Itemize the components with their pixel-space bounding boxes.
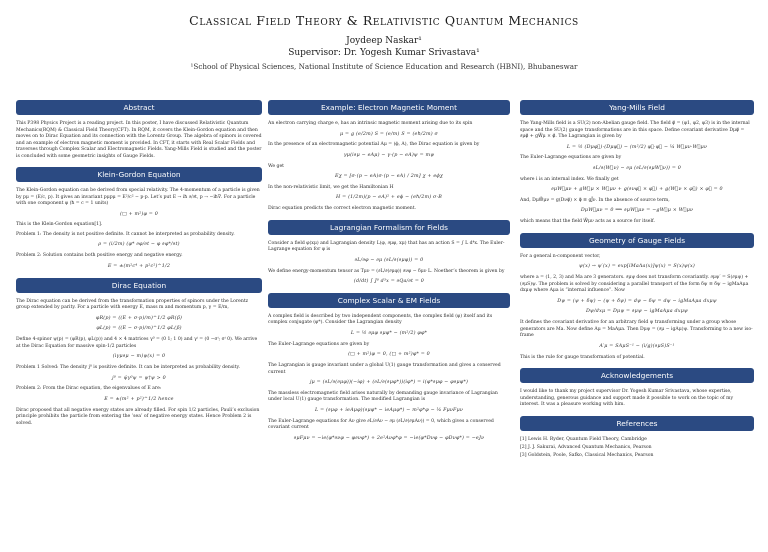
references-heading: References [520,416,754,431]
reference-item: [2] J. J. Sakurai, Advanced Quantum Mechanics, Pearson [520,444,652,450]
author-name: Joydeep Naskar¹ [346,36,422,46]
geometry-text-3: It defines the covariant derivative for an arbitrary field ψ transforming under a group whose generators are Ma. Now define Aμ = MaAμa. Then Dμψ = (∂μ − igAμ)ψ. Transforming to a new iso-frame [520,320,753,339]
dirac-density-equation: j⁰ = ψ̄γ⁰ψ = ψ†ψ > 0 [112,375,166,381]
complex-text-2: The Euler-Lagrange equations are given by [268,341,370,347]
kg-density-equation: ρ = (i/2m) (φ* ∂φ/∂t − φ ∂φ*/∂t) [98,242,180,248]
magnetic-text-5: Dirac equation predicts the correct electron magnetic moment. [268,206,417,212]
yang-mills-text-4: And, DμW⃗μν = g(Dνφ⃗) × φ⃗ ≡ gJ⃗ν. In the absence of source term, [520,197,670,203]
yang-mills-text-5: which means that the field W⃗μν acts as a source for itself. [520,219,655,225]
energy-chi-equation: Eχ = [σ·(p − eA)σ·(p − eA) / 2m] χ + eϕχ [335,174,443,180]
reference-item: [3] Goldstein, Poole, Safko, Classical Mechanics, Pearson [520,452,654,458]
klein-gordon-section [16,167,262,270]
acknowledgements-text: I would like to thank my project supervisor Dr. Yogesh Kumar Srivastava, whose expertise, understanding, generous guidance and support made it possible to work on the topic of my interest. It was a pleasure working with him. [520,389,734,408]
poster-header [0,0,768,78]
lagrangian-text-2: We define energy-momentum tensor as Tμν = (∂L/∂(∂μφ)) ∂νφ − δμν L. Noether’s theorem is given by [268,268,505,274]
dirac-energy-equation: E = ±(m² + p²)^1/2 hence [104,396,174,402]
yang-mills-lagrangian: L = ½ (Dμφ⃗)·(Dμφ⃗) − (m²/2) φ⃗·φ⃗ − ¼ W⃗μν·W⃗μν [566,144,708,150]
kg-energy-equation: E = ±(m²c⁴ + p²c²)^1/2 [107,263,171,269]
yang-mills-euler-lagrange: ∂L/∂(W⃗ν) − ∂μ (∂L/∂(∂μW⃗ν)) = 0 [592,165,682,171]
complex-text-5: The Euler-Lagrange equations for Aν give ∂L/∂Aν − ∂μ (∂L/∂(∂μAν)) = 0, which gives a conserved covariant current [268,418,494,431]
acknowledgements-section [520,368,754,409]
geometry-text-1: For a general n-component vector, [520,253,601,259]
affiliation: ¹School of Physical Sciences, National Institute of Science Education and Research (HBNI), Bhubaneswar [190,62,578,71]
column-left [16,100,262,434]
complex-scalar-section [268,293,510,443]
complex-kg-equations: (□ + m²)φ = 0, (□ + m²)φ* = 0 [348,352,430,358]
dirac-heading: Dirac Equation [16,278,262,293]
conserved-current-equation: jμ = (∂L/∂(∂μφ))(−iφ) + (∂L/∂(∂μφ*))(iφ*) = i(φ*∂μφ − φ∂μφ*) [309,380,469,386]
noether-equation: (d/dt) ∫ J⁰ d³x = ∂Qa/∂t = 0 [353,279,425,285]
magnetic-moment-section [268,100,510,213]
yang-mills-field-equation: ∂μW⃗μν + gW⃗μ × W⃗μν + g(∂νφ⃗ × φ⃗) + g(W⃗ν × φ⃗) × φ⃗ = 0 [551,187,723,193]
geometry-text-2: where a = (1, 2, 3) and Ma are 3 generators. ∂μψ does not transform covariantly. ∂μψ′ = S(∂μψ) + (∂μS)ψ. The problem is solved by considering a parallel transport of the form δψ ≡ δψ − igMaAμa dxμψ where Aμa is “internal influence”. Now [520,275,749,294]
gauge-geometry-heading: Geometry of Gauge Fields [520,233,754,248]
kg-text-1: The Klein-Gordon equation can be derived from special relativity. The 4-momentum of a particle is given by pμ = (E/c, p). It gives an invariant pμpμ = E²/c² − p·p. Let’s put E → iħ ∂/∂t, p → −iħ∇. For a particle with one component φ (ħ = c = 1 units) [16,188,260,207]
klein-gordon-heading: Klein-Gordon Equation [16,167,262,182]
complex-text-1: A complex field is described by two independent components, the complex field (φ) itself and its complex conjugate (φ*). Consider the Lagrangian density [268,313,493,326]
kg-equation: (□ + m²)φ = 0 [120,211,158,217]
yang-mills-section [520,100,754,226]
complex-text-3: The Lagrangian is gauge invariant under a global U(1) gauge transformation and gives a conserved current [268,363,501,375]
complex-scalar-heading: Complex Scalar & EM Fields [268,293,510,308]
lagrangian-text-1: Consider a field φ(xμ) and Lagrangian density L(φ, ∂μφ, xμ) that has an action S = ∫ L d⁴x. The Euler-Lagrange equation for φ is [268,240,505,253]
dirac-section [16,278,262,428]
dirac-text-4: Problem 2: From the Dirac equation, the eigenvalues of E are: [16,386,162,392]
poster-title: Classical Field Theory & Relativistic Quantum Mechanics [189,13,579,28]
kg-text-2: This is the Klein-Gordon equation[1]. [16,222,103,228]
supervisor-name: Supervisor: Dr. Yogesh Kumar Srivastava¹ [288,48,480,58]
acknowledgements-heading: Acknowledgements [520,368,754,383]
abstract-section [16,100,262,160]
hamiltonian-equation: H = (1/2m)(p − eA)² + eϕ − (eħ/2m) σ·B [336,195,442,201]
dirac-equation: (iγμ∂μ − m)ψ(x) = 0 [112,354,166,360]
gauge-transform-equation: ψ(x) → ψ′(x) = exp[iMaΛa(x)]ψ(x) = S(x)ψ(x) [579,264,695,270]
yang-mills-text-1: The Yang-Mills field is a SU(2) non-Abelian gauge field. The field φ⃗ = (φ1, φ2, φ3) is in the internal space and the SU(2) gauge transformations are in this space. Define covariant derivative Dμφ⃗ = ∂μφ⃗ + gW⃗μ × φ⃗. The Lagrangian is given by [520,121,750,140]
yang-mills-text-3: where i is an internal index. We finally get [520,176,619,182]
yang-mills-text-2: The Euler-Lagrange equations are given by [520,155,622,161]
lagrangian-heading: Lagrangian Formalism for Fields [268,220,510,235]
parallel-transport-equation: Dψ = (ψ + δψ) − (ψ + δψ) = dψ − δψ = dψ − igMaAμa dxμψ [557,298,717,304]
dirac-text-3: Problem 1 Solved: The density j⁰ is positive definite. It can be interpreted as probability density. [16,365,240,371]
magnetic-text-4: In the non-relativistic limit, we get the Hamiltonian H [268,184,394,190]
dirac-text-5: Dirac proposed that all negative energy states are already filled. For spin 1/2 particles, Pauli’s exclusion principle prohibits the particle from entering the ‘sea’ of negative energy states. Hence Problem 2 is solved. [16,407,260,426]
kg-text-4: Problem 2: Solution contains both positive energy and negative energy. [16,253,183,259]
abstract-text: This P398 Physics Project is a reading project. In this poster, I have discussed Relativistic Quantum Mechanics(RQM) & Classical Field Theory(CFT). In RQM, it covers the Klein-Gordon equation and then moves on to Dirac Equation and its connection with the Lorentz Group. The algebra of spinors is covered and an example of electron magnetic moment is provided. In CFT, it starts with Real Scalar Fields and traverses through Complex Scalar and Electromagnetic Fields. Yang-Mills Field is studied and the poster is concluded with some geometric insights of Gauge Fields. [16,121,262,159]
euler-lagrange-equation: ∂L/∂φ − ∂μ (∂L/∂(∂μφ)) = 0 [354,257,424,263]
column-right [520,100,754,466]
complex-text-4: The massless electromagnetic field arises naturally by demanding gauge invariance of Lagrangian under local U(1) gauge transformation. The modified Lagrangian is [268,390,498,403]
magnetic-moment-heading: Example: Electron Magnetic Moment [268,100,510,115]
reference-item: [1] Lewis H. Ryder, Quantum Field Theory, Cambridge [520,436,647,442]
yang-mills-heading: Yang-Mills Field [520,100,754,115]
dirac-em-equation: γμ(i∂μ − eAμ) − γ·(p − eA)ψ = mψ [343,152,435,158]
magnetic-text-2: In the presence of an electromagnetic potential Aμ = (ϕ, A), the Dirac equation is given by [268,142,480,148]
lagrangian-section [268,220,510,286]
abstract-heading: Abstract [16,100,262,115]
magnetic-text-3: We get [268,163,285,169]
dirac-text-1: The Dirac equation can be derived from the transformation properties of spinors under the Lorentz group extended by parity. For a particle with energy E, mass m and momentum p, γ = E/m, [16,298,249,311]
geometry-text-4: This is the rule for gauge transformation of potential. [520,354,645,360]
covariant-derivative-equation: Dψ/dxμ = Dμψ = ∂μψ − igMaAμa dxμψ [585,309,688,315]
dirac-phi-r-equation: φR(p) = ((E + σ·p)/m)^1/2 φR(p̃) [95,315,183,321]
references-section [520,416,754,460]
dirac-text-2: Define 4-spinor ψ(p) = (φR(p), φL(p)) and 4 × 4 matrices γ⁰ = (0 1; 1 0) and γⁱ = (0 −σⁱ; σⁱ 0). We arrive at the Dirac Equation for massive spin-1/2 particles [16,337,258,349]
gauge-geometry-section [520,233,754,361]
kg-text-3: Problem 1: The density is not positive definite. It cannot be interpreted as probability density. [16,231,235,237]
yang-mills-source-equation: DμW⃗μν = 0 ⟹ ∂μW⃗μν = −gW⃗μ × W⃗μν [580,208,694,214]
covariant-current-equation: ∂μFμν = −ie(φ*∂νφ − φ∂νφ*) + 2e²Aνφ*φ = −ie(φ*Dνφ − φDνφ*) = −eJν [293,435,485,441]
dirac-phi-l-equation: φL(p) = ((E − σ·p)/m)^1/2 φL(p̃) [96,326,182,332]
complex-lagrangian-equation: L = ½ ∂μφ ∂μφ* − (m²/2) φφ* [350,330,428,336]
magnetic-text-1: An electron carrying charge e, has an intrinsic magnetic moment arising due to its spin [268,121,473,126]
column-middle [268,100,510,450]
magnetic-moment-equation: μ = g (e/2m) S = (e/m) S = (eħ/2m) σ [340,131,438,137]
modified-lagrangian-equation: L = (∂μφ + ieAμφ)(∂μφ* − ieAμφ*) − m²φ*φ − ¼ FμνFμν [314,407,464,413]
potential-transform-equation: A′μ = SAμS⁻¹ − (i/g)(∂μS)S⁻¹ [599,343,675,349]
